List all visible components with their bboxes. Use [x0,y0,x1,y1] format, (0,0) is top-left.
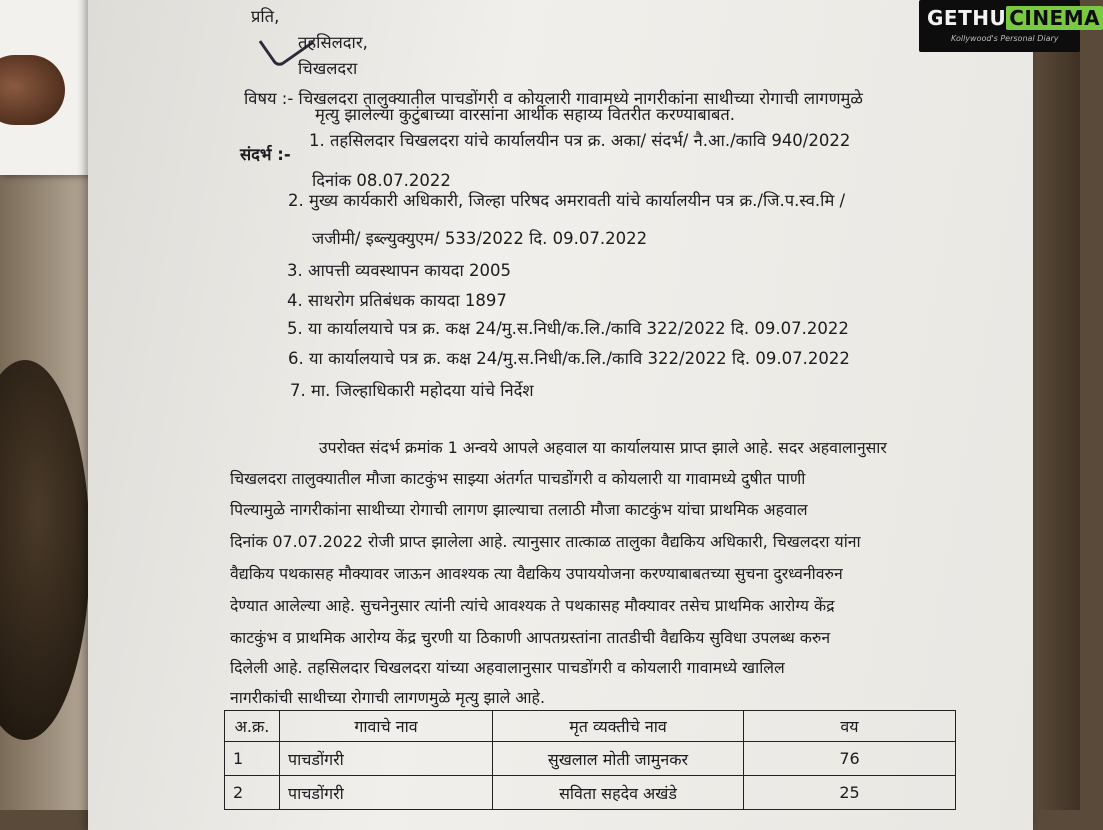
reference-5: 5. या कार्यालयाचे पत्र क्र. कक्ष 24/मु.स.निधी/क.लि./कावि 322/2022 दि. 09.07.2022 [287,319,849,338]
body-line-2: चिखलदरा तालुक्यातील मौजा काटकुंभ साझ्या अंतर्गत पाचडोंगरी व कोयलारी या गावामध्ये दुषीत पाणी [230,469,806,488]
subject-line-2: मृत्यु झालेल्या कुटुंबाच्या वारसांना आर्थीक सहाय्य वितरीत करण्याबाबत. [315,105,736,124]
reference-2: 2. मुख्य कार्यकारी अधिकारी, जिल्हा परिषद अमरावती यांचे कार्यालयीन पत्र क्र./जि.प.स्व.मि / [288,191,846,210]
reference-2-cont: जजीमी/ इब्ल्युक्युएम/ 533/2022 दि. 09.07.2022 [312,229,648,248]
reference-1-date: दिनांक 08.07.2022 [312,171,451,190]
reference-3: 3. आपत्ती व्यवस्थापन कायदा 2005 [287,261,511,280]
body-line-5: वैद्यकिय पथकासह मौक्यावर जाऊन आवश्यक त्या वैद्यकिय उपाययोजना करण्याबाबतच्या सुचना दुरध्वनीवरुन [230,564,843,583]
body-line-1: उपरोक्त संदर्भ क्रमांक 1 अन्वये आपले अहवाल या कार्यालयास प्राप्त झाले आहे. सदर अहवालानुसार [319,438,887,457]
reference-label: संदर्भ :- [240,145,291,164]
reference-1: 1. तहसिलदार चिखलदरा यांचे कार्यालयीन पत्र क्र. अका/ संदर्भ/ नै.आ./कावि 940/2022 [309,131,851,150]
header-age: वय [744,711,956,742]
letter-to: प्रति, [251,7,280,26]
watermark-title [927,6,1103,30]
watermark-part1: GETHU [927,6,1007,30]
header-deceased-name: मृत व्यक्तीचे नाव [493,711,744,742]
cell-age: 76 [744,742,956,776]
cell-deceased-name: सुखलाल मोती जामुनकर [493,742,744,776]
header-serial: अ.क्र. [225,711,280,742]
body-line-8: दिलेली आहे. तहसिलदार चिखलदरा यांच्या अहवालानुसार पाचडोंगरी व कोयलारी गावामध्ये खालिल [230,658,785,677]
subject-line-1: विषय :- चिखलदरा तालुक्यातील पाचडोंगरी व कोयलारी गावामध्ये नागरीकांना साथीच्या रोगाची लागणमुळे [244,89,863,108]
table-row [225,776,956,810]
body-line-4: दिनांक 07.07.2022 रोजी प्राप्त झालेला आहे. त्यानुसार तात्काळ तालुका वैद्यकिय अधिकारी, चिखलदरा यांना [230,532,861,551]
cell-deceased-name: सविता सहदेव अखंडे [493,776,744,810]
letter-recipient: तहसिलदार, [298,33,368,52]
reference-4: 4. साथरोग प्रतिबंधक कायदा 1897 [287,291,507,310]
letter-place: चिखलदरा [298,59,358,78]
cell-village: पाचडोंगरी [280,776,493,810]
watermark-tagline: Kollywood's Personal Diary [951,34,1059,43]
body-line-6: देण्यात आलेल्या आहे. सुचनेनुसार त्यांनी त्यांचे आवश्यक ते पथकासह मौक्यावर तसेच प्राथमिक आरोग्य केंद्र [230,596,835,615]
watermark-part2: CINEMA [1006,6,1103,30]
reference-7: 7. मा. जिल्हाधिकारी महोदया यांचे निर्देश [290,381,534,400]
table-header-row [225,711,956,742]
body-line-9: नागरीकांची साथीच्या रोगाची लागणमुळे मृत्यु झाले आहे. [230,688,545,707]
header-village: गावाचे नाव [280,711,493,742]
watermark-logo [919,0,1101,52]
deaths-table [224,710,956,810]
cell-village: पाचडोंगरी [280,742,493,776]
cell-age: 25 [744,776,956,810]
body-line-3: पिल्यामुळे नागरीकांना साथीच्या रोगाची लागण झाल्याचा तलाठी मौजा काटकुंभ यांचा प्राथमिक अहवाल [230,500,808,519]
cell-serial: 2 [225,776,280,810]
cell-serial: 1 [225,742,280,776]
reference-6: 6. या कार्यालयाचे पत्र क्र. कक्ष 24/मु.स.निधी/क.लि./कावि 322/2022 दि. 09.07.2022 [288,349,850,368]
table-row [225,742,956,776]
body-line-7: काटकुंभ व प्राथमिक आरोग्य केंद्र चुरणी या ठिकाणी आपतग्रस्तांना तातडीची वैद्यकिय सुविधा उपलब्ध करुन [230,628,831,647]
